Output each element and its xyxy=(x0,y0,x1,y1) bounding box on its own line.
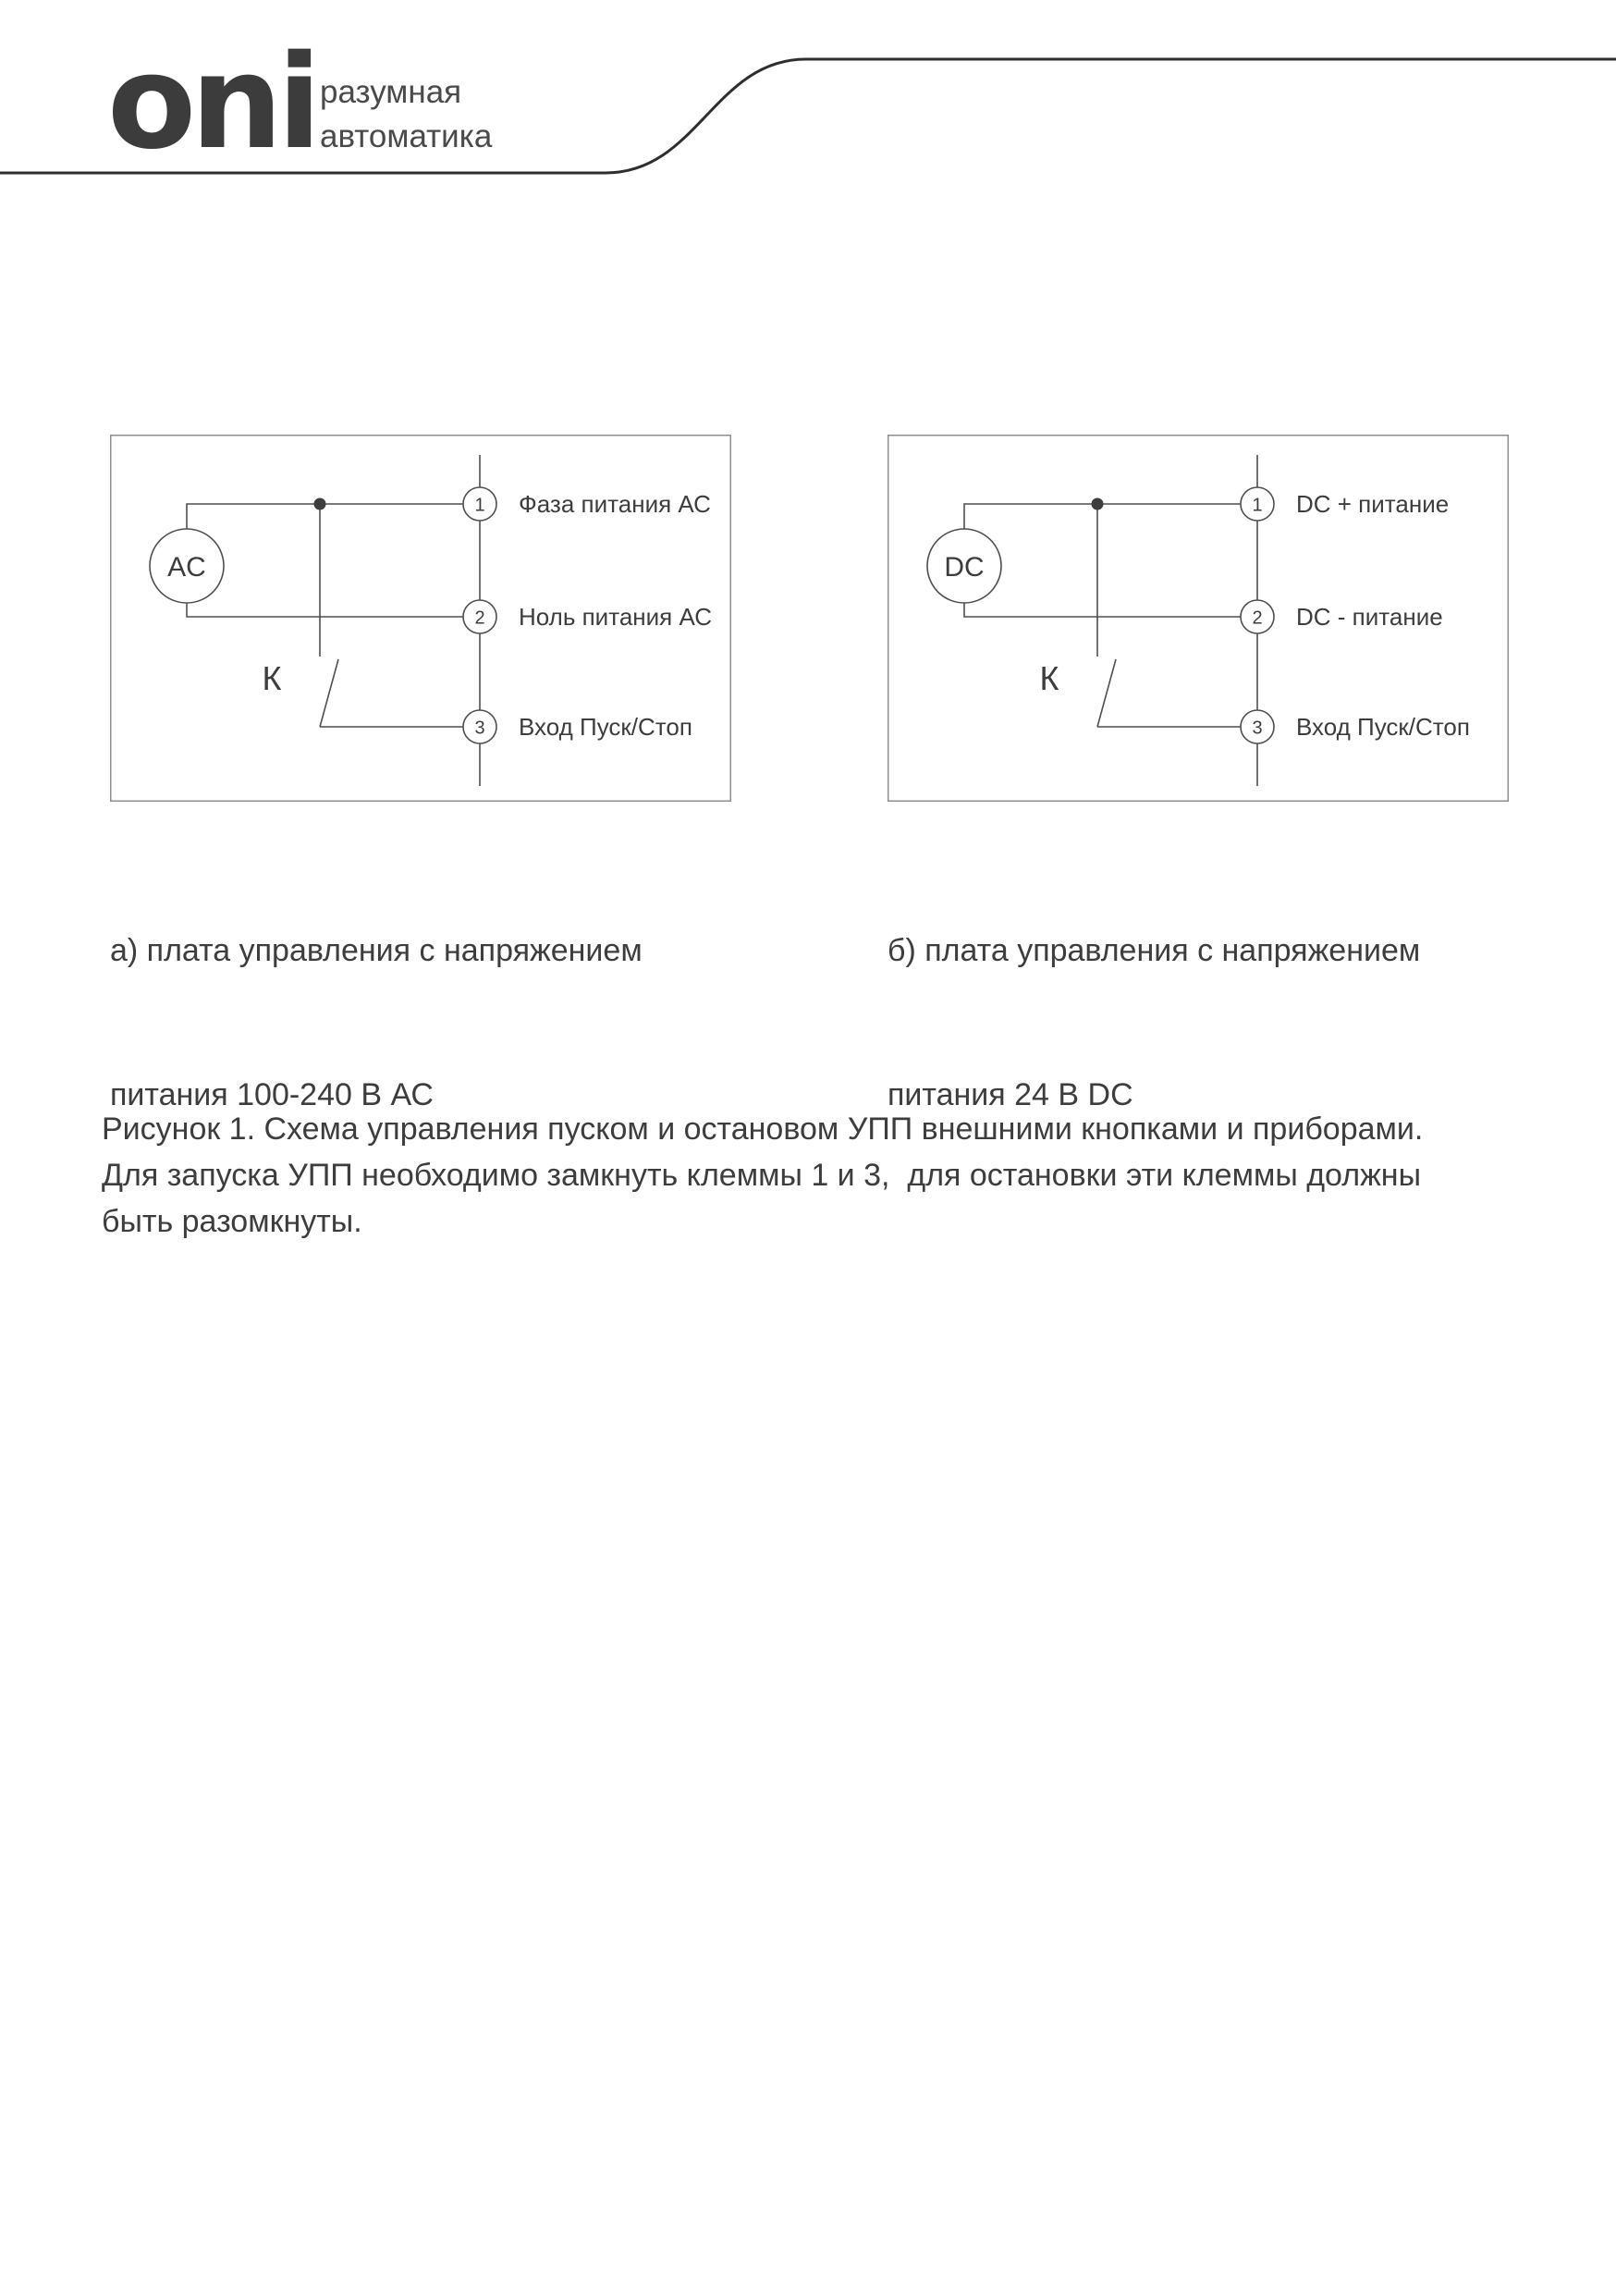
diagram-b-terminal-1-number: 1 xyxy=(1252,495,1263,516)
diagram-b-switch-label: К xyxy=(1039,659,1059,697)
diagram-b-terminal-2-label: DC - питание xyxy=(1296,603,1443,631)
tagline-line-2: автоматика xyxy=(320,118,493,154)
figure-description-line-2: Для запуска УПП необходимо замкнуть клеммы 1 и 3, для остановки эти клеммы должны xyxy=(102,1158,1422,1193)
diagram-a-ac-wiring xyxy=(110,435,731,802)
oni-logo: oni xyxy=(107,28,316,178)
diagram-b-source-label: DC xyxy=(944,552,985,583)
diagram-a-switch-label: К xyxy=(262,659,282,697)
diagram-a-terminal-2-number: 2 xyxy=(474,608,485,629)
diagram-b-minus-wire xyxy=(964,603,1241,617)
diagram-b-terminal-3-label: Вход Пуск/Стоп xyxy=(1296,713,1470,741)
caption-a-line-2: питания 100-240 В АС xyxy=(110,1077,434,1112)
tagline-line-1: разумная xyxy=(320,74,462,110)
logo-tagline xyxy=(320,70,492,159)
diagram-b-junction-dot xyxy=(1092,498,1104,510)
diagram-a-terminal-3-label: Вход Пуск/Стоп xyxy=(519,713,692,741)
diagram-a-source-label: AC xyxy=(167,552,206,583)
figure-description-line-1: Рисунок 1. Схема управления пуском и остановом УПП внешними кнопками и приборами. xyxy=(102,1111,1424,1147)
diagram-a-terminal-3-number: 3 xyxy=(474,718,485,739)
figure-description xyxy=(102,1106,1423,1245)
diagram-a-switch-blade xyxy=(320,659,338,727)
diagram-a-junction-dot xyxy=(314,498,326,510)
caption-b-line-1: б) плата управления с напряжением xyxy=(888,933,1421,968)
diagram-b-plus-wire xyxy=(964,504,1241,529)
caption-b-line-2: питания 24 В DC xyxy=(888,1077,1133,1112)
diagram-b-dc-wiring xyxy=(888,435,1509,802)
figure-description-line-3: быть разомкнуты. xyxy=(102,1204,362,1239)
diagram-b-switch-blade xyxy=(1097,659,1116,727)
diagram-b-terminal-1-label: DC + питание xyxy=(1296,490,1450,518)
diagram-a-neutral-wire xyxy=(187,603,463,617)
diagram-a-terminal-2-label: Ноль питания АС xyxy=(519,603,713,631)
caption-a-line-1: а) плата управления с напряжением xyxy=(110,933,643,968)
diagram-a-phase-wire xyxy=(187,504,463,529)
diagram-b-terminal-3-number: 3 xyxy=(1252,718,1263,739)
diagram-b-terminal-2-number: 2 xyxy=(1252,608,1263,629)
diagram-a-terminal-1-number: 1 xyxy=(474,495,485,516)
diagram-a-terminal-1-label: Фаза питания АС xyxy=(519,490,711,518)
